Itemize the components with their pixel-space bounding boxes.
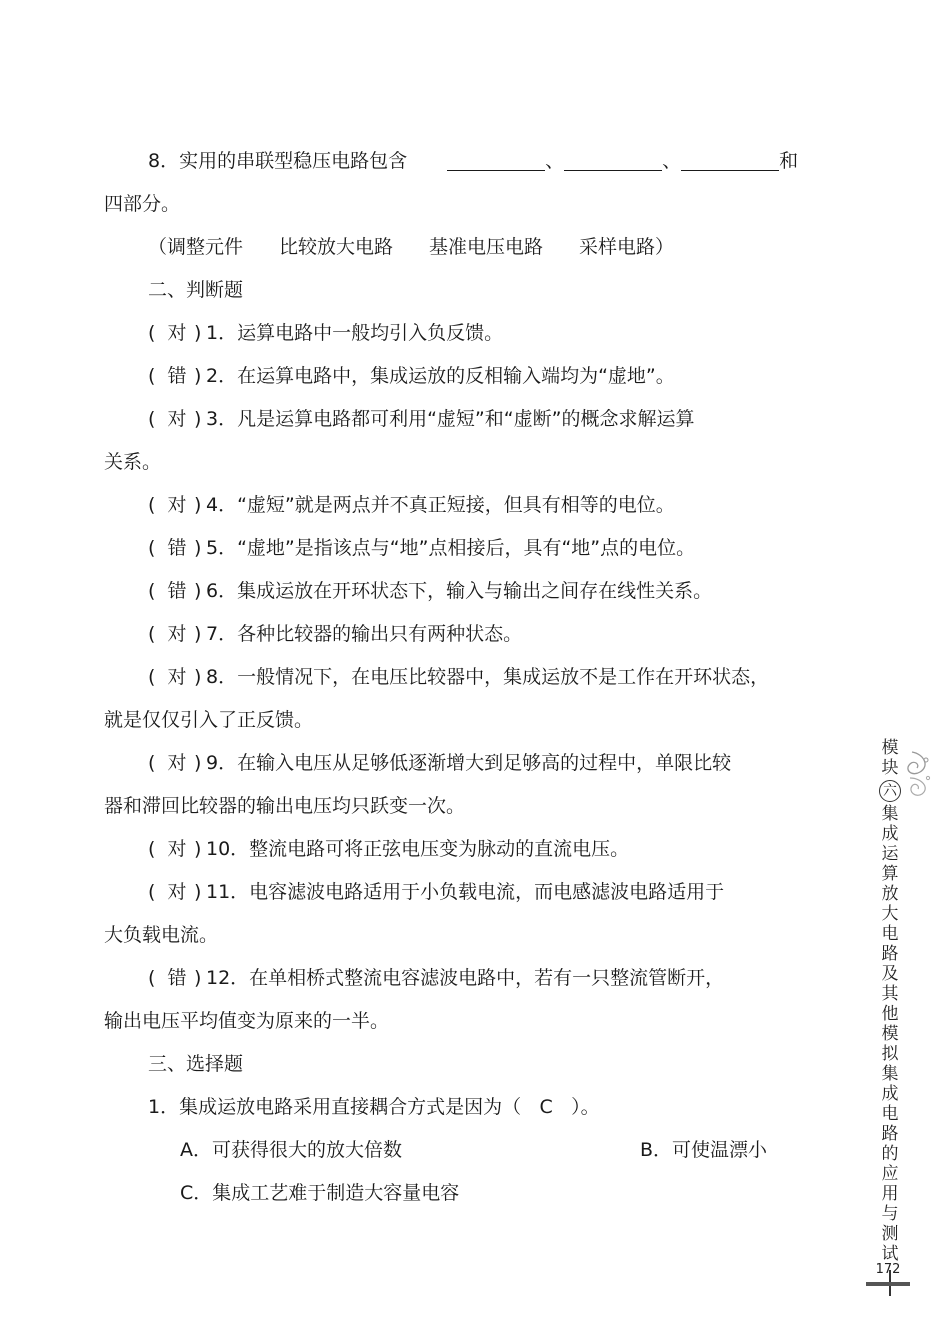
answer-mark (148, 355, 206, 398)
judge-text: 3．凡是运算电路都可利用“虚短”和“虚断”的概念求解运算 (206, 408, 695, 430)
sidebar-title-char: 算 (881, 864, 899, 884)
open-paren: ( (148, 580, 156, 602)
sidebar-title-char: 的 (881, 1144, 899, 1164)
open-paren: ( (148, 365, 156, 387)
sidebar-title-char: 集 (881, 804, 899, 824)
answer-mark (148, 312, 206, 355)
open-paren: ( (148, 752, 156, 774)
judge-text: 5．“虚地”是指该点与“地”点相接后，具有“地”点的电位。 (206, 537, 696, 559)
close-paren: ) (194, 752, 202, 774)
judgement-mark: 错 (167, 537, 187, 559)
page-number-bar (866, 1282, 910, 1286)
judge-item (104, 312, 834, 355)
answer-item: 采样电路） (579, 236, 675, 258)
sidebar-title-char: 模 (881, 1024, 899, 1044)
option-a: A．可获得很大的放大倍数 (180, 1139, 402, 1161)
sidebar-title-char: 电 (881, 924, 899, 944)
answer-mark (148, 957, 206, 1000)
open-paren: ( (148, 623, 156, 645)
judge-item (104, 656, 834, 699)
main-content (104, 140, 834, 1215)
judge-text: 9．在输入电压从足够低逐渐增大到足够高的过程中，单限比较 (206, 752, 732, 774)
close-paren: ) (194, 666, 202, 688)
judge-item (104, 484, 834, 527)
open-paren: ( (148, 666, 156, 688)
q8-answer (104, 226, 834, 269)
judge-item-continuation: 器和滞回比较器的输出电压均只跃变一次。 (104, 795, 466, 817)
sidebar-title-char: 成 (881, 824, 899, 844)
judge-text: 1．运算电路中一般均引入负反馈。 (206, 322, 504, 344)
fill-blank-3 (681, 148, 779, 171)
answer-mark (148, 871, 206, 914)
sep-1: 、 (545, 150, 565, 172)
judge-item (104, 527, 834, 570)
sidebar-title-char: 路 (881, 1124, 899, 1144)
answer-mark (148, 398, 206, 441)
judge-item (104, 871, 834, 914)
q8-suffix: 和 (779, 150, 799, 172)
close-paren: ) (194, 365, 202, 387)
answer-mark (148, 570, 206, 613)
close-paren: ) (194, 967, 202, 989)
judge-item (104, 957, 834, 1000)
judge-text: 10．整流电路可将正弦电压变为脉动的直流电压。 (206, 838, 630, 860)
section-heading-judge: 二、判断题 (148, 279, 244, 301)
judge-text: 8．一般情况下，在电压比较器中，集成运放不是工作在开环状态， (206, 666, 770, 688)
judge-item (104, 398, 834, 441)
choice-1-stem (104, 1086, 834, 1129)
answer-mark (148, 613, 206, 656)
choice-stem-text: 1．集成运放电路采用直接耦合方式是因为（ (148, 1096, 522, 1118)
judgement-mark: 对 (167, 666, 187, 688)
option-c: C．集成工艺难于制造大容量电容 (180, 1182, 460, 1204)
judge-item (104, 613, 834, 656)
sidebar-title-char: 其 (881, 984, 899, 1004)
option-b: B．可使温漂小 (640, 1139, 768, 1161)
q8-line2: 四部分。 (104, 193, 181, 215)
answer-item: 基准电压电路 (429, 236, 544, 258)
judgement-mark: 对 (167, 752, 187, 774)
judge-item-continuation: 就是仅仅引入了正反馈。 (104, 709, 314, 731)
judgement-mark: 错 (167, 967, 187, 989)
sidebar-char: 块 (881, 758, 899, 778)
judge-item (104, 570, 834, 613)
judgement-mark: 对 (167, 322, 187, 344)
open-paren: ( (148, 881, 156, 903)
sidebar-title-char: 应 (881, 1164, 899, 1184)
sep-2: 、 (662, 150, 682, 172)
sidebar-title-char: 拟 (881, 1044, 899, 1064)
answer-mark (148, 742, 206, 785)
sidebar-title-char: 试 (881, 1244, 899, 1264)
sidebar-title-char: 及 (881, 964, 899, 984)
sidebar-title-char: 集 (881, 1064, 899, 1084)
sidebar-title-char: 路 (881, 944, 899, 964)
answer-mark (148, 527, 206, 570)
module-number: 六 (879, 780, 901, 802)
sidebar-title-char: 大 (881, 904, 899, 924)
judge-item-continuation: 大负载电流。 (104, 924, 219, 946)
close-paren: ) (194, 322, 202, 344)
judge-text: 11．电容滤波电路适用于小负载电流，而电感滤波电路适用于 (206, 881, 725, 903)
choice-close: ）。 (571, 1096, 600, 1118)
open-paren: ( (148, 838, 156, 860)
judge-text: 4．“虚短”就是两点并不真正短接，但具有相等的电位。 (206, 494, 675, 516)
sidebar-title-char: 与 (881, 1204, 899, 1224)
close-paren: ) (194, 494, 202, 516)
judge-text: 12．在单相桥式整流电容滤波电路中，若有一只整流管断开， (206, 967, 725, 989)
answer-mark (148, 656, 206, 699)
module-title (872, 804, 908, 1264)
answer-mark (148, 828, 206, 871)
judgement-mark: 对 (167, 408, 187, 430)
judgement-mark: 错 (167, 365, 187, 387)
open-paren: ( (148, 408, 156, 430)
answer-mark (148, 484, 206, 527)
open-paren: ( (148, 494, 156, 516)
judgement-mark: 对 (167, 838, 187, 860)
fill-blank-1 (447, 148, 545, 171)
section-heading-choice: 三、选择题 (148, 1053, 244, 1075)
judgement-mark: 对 (167, 623, 187, 645)
q8-prefix: 8．实用的串联型稳压电路包含 (148, 150, 408, 172)
judgement-mark: 错 (167, 580, 187, 602)
close-paren: ) (194, 881, 202, 903)
judge-item (104, 828, 834, 871)
judge-list (104, 312, 834, 1043)
judge-text: 7．各种比较器的输出只有两种状态。 (206, 623, 523, 645)
judgement-mark: 对 (167, 881, 187, 903)
answer-item: （调整元件 (148, 236, 244, 258)
judgement-mark: 对 (167, 494, 187, 516)
fill-blank-2 (564, 148, 662, 171)
judge-item (104, 355, 834, 398)
close-paren: ) (194, 408, 202, 430)
judge-item-continuation: 输出电压平均值变为原来的一半。 (104, 1010, 390, 1032)
choice-answer: C (539, 1096, 553, 1118)
judge-text: 2．在运算电路中，集成运放的反相输入端均为“虚地”。 (206, 365, 675, 387)
sidebar-title-char: 测 (881, 1224, 899, 1244)
sidebar-title-char: 放 (881, 884, 899, 904)
open-paren: ( (148, 322, 156, 344)
judge-text: 6．集成运放在开环状态下，输入与输出之间存在线性关系。 (206, 580, 713, 602)
sidebar-title-char: 用 (881, 1184, 899, 1204)
sidebar-char: 模 (881, 738, 899, 758)
sidebar-title-char: 运 (881, 844, 899, 864)
sidebar-title-char: 他 (881, 1004, 899, 1024)
judge-item-continuation: 关系。 (104, 451, 162, 473)
close-paren: ) (194, 537, 202, 559)
close-paren: ) (194, 838, 202, 860)
sidebar-title-char: 成 (881, 1084, 899, 1104)
page-number: 172 (875, 1262, 901, 1277)
open-paren: ( (148, 537, 156, 559)
close-paren: ) (194, 580, 202, 602)
open-paren: ( (148, 967, 156, 989)
module-sidebar (872, 738, 908, 1296)
choice-1-options-row (104, 1129, 834, 1172)
answer-item: 比较放大电路 (279, 236, 394, 258)
judge-item (104, 742, 834, 785)
q8-line1 (104, 140, 834, 183)
close-paren: ) (194, 623, 202, 645)
sidebar-title-char: 电 (881, 1104, 899, 1124)
